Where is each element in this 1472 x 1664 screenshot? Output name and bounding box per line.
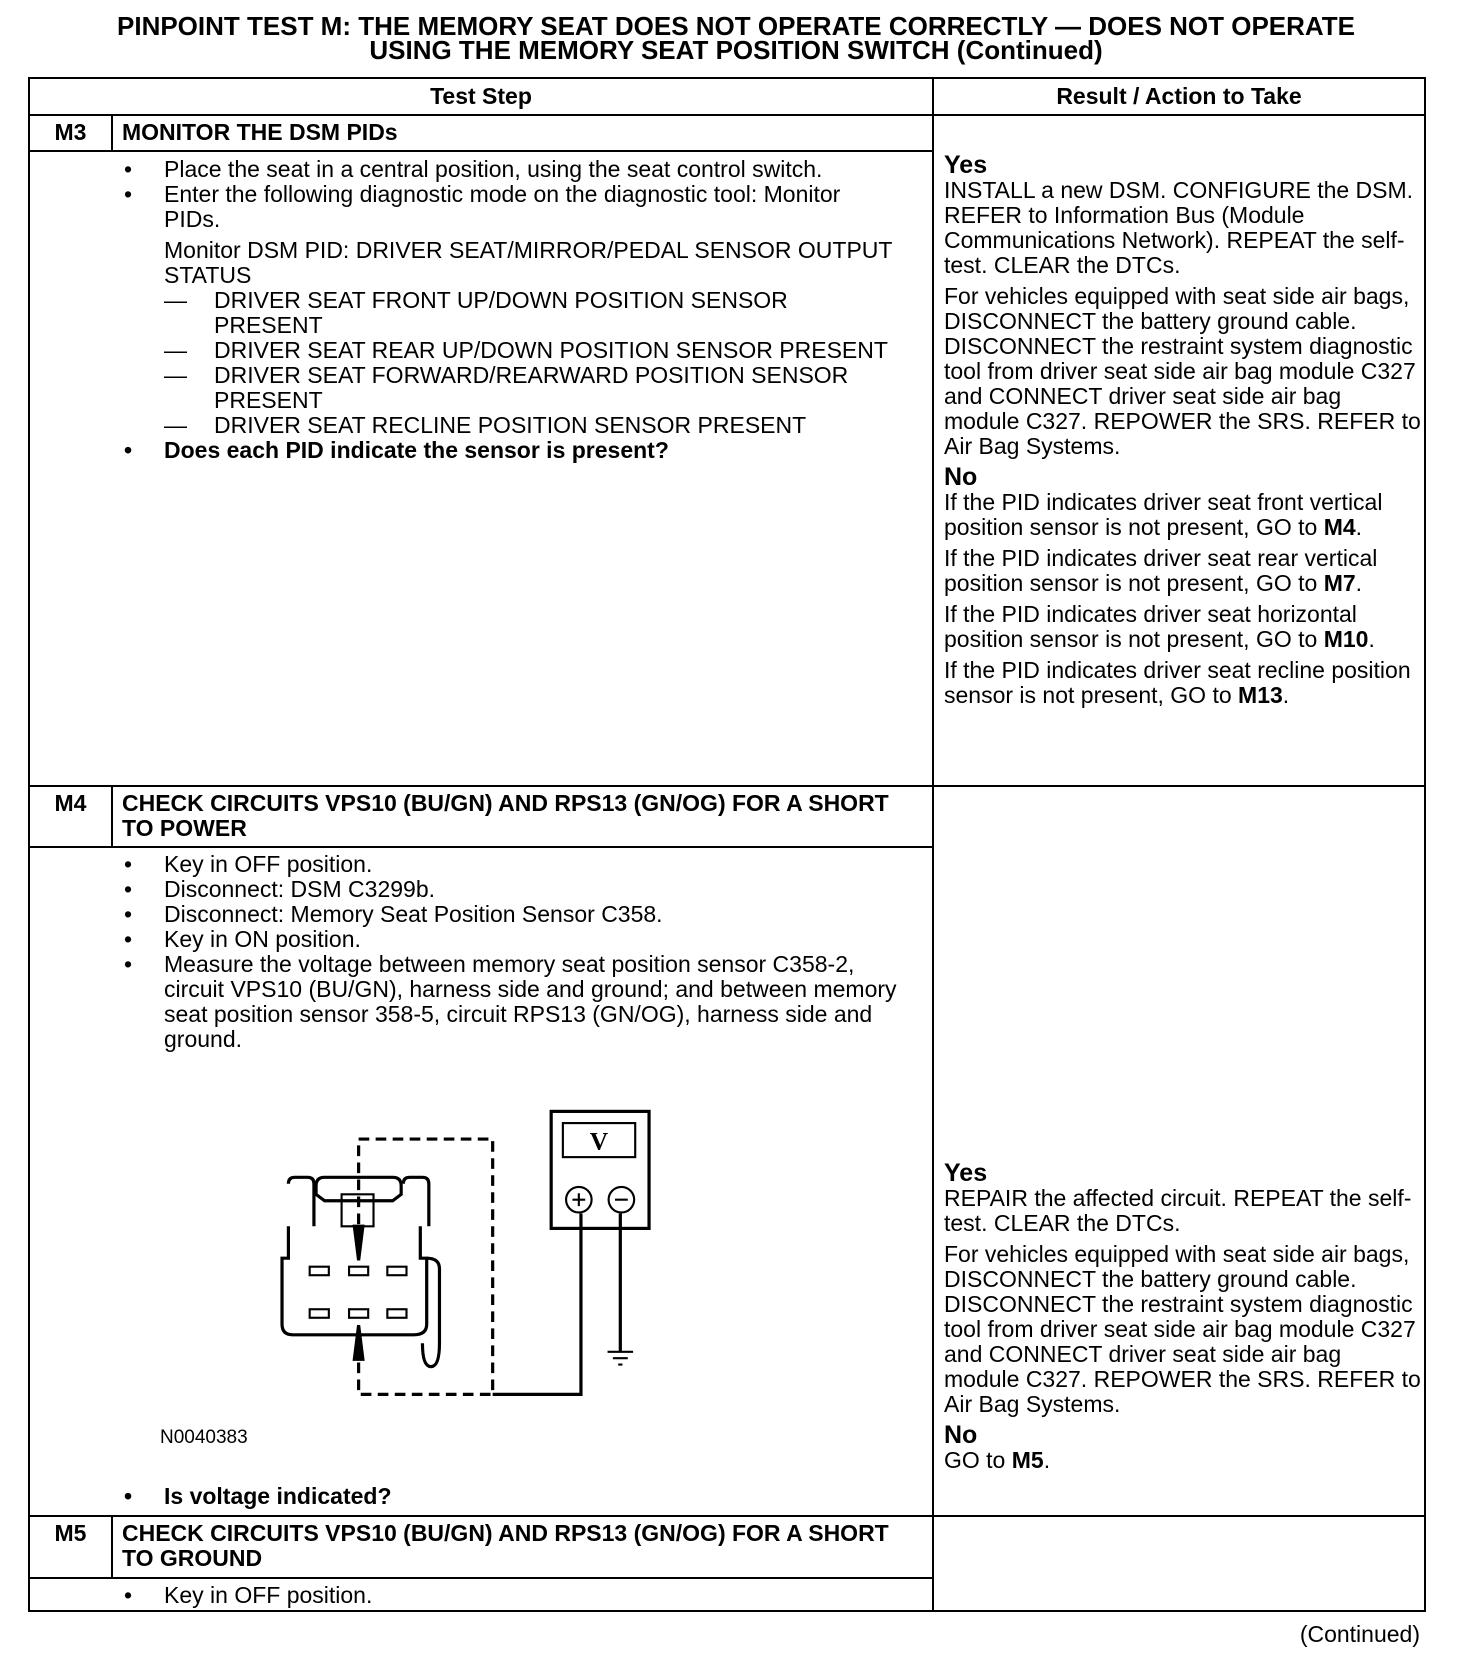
header-test-step: Test Step: [430, 83, 532, 109]
divider: [932, 79, 934, 1612]
yes-text: REPAIR the affected circuit. REPEAT the self-test. CLEAR the DTCs.: [944, 1185, 1412, 1236]
go-link[interactable]: M7: [1323, 570, 1356, 596]
list-item: • Place the seat in a central position, using the seat control switch.: [124, 157, 894, 182]
header-result: Result / Action to Take: [1056, 83, 1302, 109]
go-link[interactable]: M13: [1238, 682, 1283, 708]
list-item: • Key in ON position.: [124, 927, 914, 952]
ground-icon: [608, 1352, 634, 1365]
divider: [30, 114, 1424, 116]
page-title: PINPOINT TEST M: THE MEMORY SEAT DOES NOT OPERATE CORRECTLY — DOES NOT OPERATE USING THE MEMORY SEAT POSITION SWITCH (Continued): [117, 11, 1355, 65]
pinpoint-table: [28, 77, 1426, 1612]
list-item: • Measure the voltage between memory seat position sensor C358-2, circuit VPS10 (BU/GN), harness side and ground; and between memory seat position sensor 358-5, circuit RPS13 (GN/OG), harness side and ground.: [124, 952, 914, 1052]
yes-text: INSTALL a new DSM. CONFIGURE the DSM. REFER to Information Bus (Module Communications Network). REPEAT the self-test. CLEAR the DTCs.: [944, 177, 1414, 278]
question: • Is voltage indicated?: [124, 1484, 914, 1509]
divider: [30, 150, 932, 152]
step-title: CHECK CIRCUITS VPS10 (BU/GN) AND RPS13 (GN/OG) FOR A SHORT TO POWER: [122, 790, 889, 841]
list-item: • Key in OFF position.: [124, 852, 914, 877]
divider: [30, 1515, 1424, 1517]
go-link[interactable]: M4: [1323, 514, 1356, 540]
go-link[interactable]: M10: [1323, 626, 1369, 652]
list-item: • Key in OFF position.: [124, 1583, 914, 1608]
list-item: — DRIVER SEAT FRONT UP/DOWN POSITION SENSOR PRESENT: [124, 288, 894, 338]
continued-label: (Continued): [1299, 1621, 1420, 1647]
step-id: M5: [54, 1520, 87, 1546]
list-item: — DRIVER SEAT REAR UP/DOWN POSITION SENSOR PRESENT: [124, 338, 894, 363]
divider: [111, 114, 113, 150]
step-body: [124, 157, 894, 463]
result-m4: [944, 1161, 1422, 1479]
step-body: [124, 1583, 914, 1608]
figure-id: N0040383: [160, 1427, 248, 1448]
step-id: M4: [54, 790, 87, 816]
no-text: GO to M5.: [944, 1447, 1051, 1473]
step-id: M3: [54, 119, 87, 145]
divider: [111, 785, 113, 846]
yes-airbag-text: For vehicles equipped with seat side air bags, DISCONNECT the battery ground cable. DISCONNECT the restraint system diagnostic tool from driver seat side air bag module C327 and CONNECT driver seat side air bag module C327. REPOWER the SRS. REFER to Air Bag Systems.: [944, 1241, 1421, 1417]
meter-label: V: [589, 1126, 609, 1156]
yes-label: Yes: [944, 151, 988, 179]
no-label: No: [944, 463, 978, 491]
divider: [30, 846, 932, 848]
question: • Does each PID indicate the sensor is present?: [124, 438, 894, 463]
result-m3: [944, 153, 1422, 714]
no-item: If the PID indicates driver seat horizontal position sensor is not present, GO to M10.: [944, 601, 1375, 652]
yes-airbag-text: For vehicles equipped with seat side air bags, DISCONNECT the battery ground cable. DISCONNECT the restraint system diagnostic tool from driver seat side air bag module C327 and CONNECT driver seat side air bag module C327. REPOWER the SRS. REFER to Air Bag Systems.: [944, 283, 1421, 459]
go-link[interactable]: M5: [1011, 1447, 1044, 1473]
voltmeter-connector-diagram: [275, 1105, 655, 1405]
monitor-pid: Monitor DSM PID: DRIVER SEAT/MIRROR/PEDAL SENSOR OUTPUT STATUS: [164, 237, 893, 288]
divider: [111, 1515, 113, 1577]
list-item: • Disconnect: Memory Seat Position Sensor C358.: [124, 902, 914, 927]
no-item: If the PID indicates driver seat rear vertical position sensor is not present, GO to M7.: [944, 545, 1378, 596]
step-body: [124, 852, 914, 1052]
no-label: No: [944, 1421, 978, 1449]
list-item: • Disconnect: DSM C3299b.: [124, 877, 914, 902]
divider: [30, 1577, 932, 1579]
no-item: If the PID indicates driver seat recline position sensor is not present, GO to M13.: [944, 657, 1411, 708]
list-item: • Enter the following diagnostic mode on the diagnostic tool: Monitor PIDs.: [124, 182, 894, 232]
divider: [30, 785, 1424, 787]
list-item: — DRIVER SEAT RECLINE POSITION SENSOR PRESENT: [124, 413, 894, 438]
yes-label: Yes: [944, 1159, 988, 1187]
no-item: If the PID indicates driver seat front vertical position sensor is not present, GO to M4.: [944, 489, 1383, 540]
test-lead: [493, 1214, 621, 1395]
arrow-icon: [354, 1226, 363, 1359]
list-item: — DRIVER SEAT FORWARD/REARWARD POSITION SENSOR PRESENT: [124, 363, 894, 413]
step-title: CHECK CIRCUITS VPS10 (BU/GN) AND RPS13 (GN/OG) FOR A SHORT TO GROUND: [122, 1520, 889, 1571]
step-title: MONITOR THE DSM PIDs: [122, 119, 398, 145]
